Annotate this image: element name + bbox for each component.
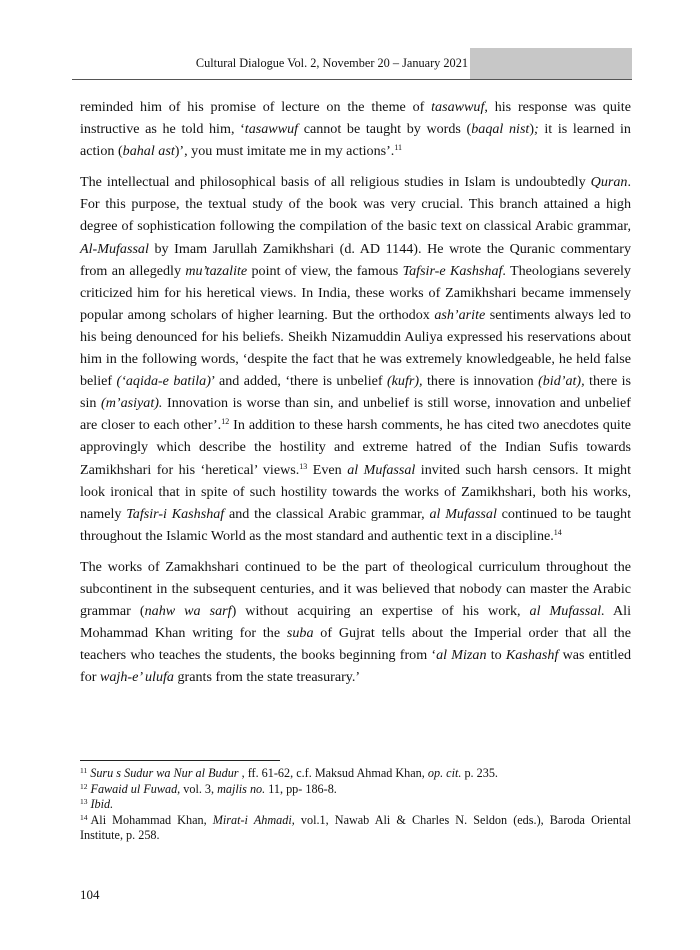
header-rule	[72, 79, 632, 80]
italic-text: Al-Mufassal	[80, 240, 149, 257]
text-run: Ali Mohammad Khan,	[90, 812, 213, 827]
footnote	[80, 782, 631, 798]
text-run: was entitled for	[80, 647, 631, 686]
footnote-marker: 13	[299, 461, 308, 471]
footnote-separator	[80, 760, 280, 761]
footnote-marker: 14	[80, 812, 88, 822]
text-run: Innovation is worse than sin, and unbelief is still worse, innovation and unbelief are closer to each other’.	[80, 395, 631, 434]
text-run: The intellectual and philosophical basis of all religious studies in Islam is undoubtedly	[80, 174, 591, 191]
text-run: In addition to these harsh comments, he has cited two anecdotes quite approvingly which describe the hostility and extreme hatred of the Indian Sufis towards Zamikhshari for his ‘heretical’ views.	[80, 417, 631, 478]
text-run: )’, you must imitate me in my actions’.	[174, 143, 395, 160]
text-run: of Gujrat tells about the Imperial order that all the teachers who teaches the students, the books beginning from ‘	[80, 625, 631, 664]
text-run: p. 235.	[461, 766, 498, 780]
paragraph	[80, 96, 631, 162]
text-run: , ff. 61-62, c.f. Maksud Ahmad Khan,	[238, 766, 428, 780]
text-run: Ali Mohammad Khan writing for the	[80, 603, 631, 642]
italic-text: Ibid.	[90, 797, 114, 812]
text-run: vol.1, Nawab Ali & Charles N. Seldon (eds.), Baroda Oriental Institute, p. 258.	[80, 812, 632, 843]
text-run: cannot be taught by words (	[298, 121, 472, 138]
footnote-marker: 11	[80, 766, 88, 775]
italic-text: al Mufassal	[429, 505, 497, 522]
italic-text: op. cit.	[427, 766, 462, 780]
italic-text: tasawwuf	[431, 99, 485, 115]
header-shaded-box	[470, 48, 632, 79]
italic-text: al Mufassal.	[529, 603, 605, 620]
text-run: there is sin	[80, 373, 632, 412]
italic-text: (bid’at),	[538, 373, 585, 390]
text-run: , his response was quite instructive as he told him, ‘	[80, 99, 631, 138]
text-run: . For this purpose, the textual study of the book was very crucial. This branch attained a high degree of sophistication following the compilation of the basic text on classical Arabic grammar,	[80, 174, 631, 235]
italic-text: nahw wa sarf	[144, 603, 232, 620]
text-run: , vol. 3,	[177, 781, 218, 796]
footnote	[80, 813, 631, 844]
italic-text: majlis no.	[217, 781, 266, 796]
text-run: The works of Zamakhshari continued to be the part of theological curriculum throughout the subcontinent in the subsequent centuries, and it was believed that nobody can master the Arabic grammar (	[80, 558, 631, 620]
text-run: to	[486, 647, 506, 664]
italic-text: al Mizan	[436, 647, 487, 664]
body-text	[80, 96, 631, 697]
footnotes	[80, 766, 631, 844]
italic-text: Mirat-i Ahmadi,	[212, 812, 295, 827]
italic-text: suba	[286, 625, 314, 642]
footnote-marker: 11	[394, 143, 403, 153]
running-header	[72, 48, 632, 80]
footnote	[80, 797, 631, 813]
italic-text: (m’asiyat).	[101, 395, 163, 412]
text-run: ) without acquiring an expertise of his work,	[231, 603, 530, 620]
text-run: Even	[307, 461, 348, 478]
text-run: sentiments always led to his being denounced for his beliefs. Sheikh Nizamuddin Auliya expressed his reservations about him in the following words, ‘despite the fact that he was extremely knowledgeable, he held false belief	[80, 306, 631, 390]
footnote-marker: 14	[553, 527, 562, 537]
italic-text: baqal nist	[471, 121, 530, 138]
italic-text: Suru s Sudur wa Nur al Budur	[90, 766, 239, 780]
italic-text: Tafsir-e Kashshaf	[402, 262, 503, 279]
italic-text: Tafsir-i Kashshaf	[126, 505, 225, 522]
text-run: it is learned in action (	[80, 121, 631, 160]
running-title: Cultural Dialogue Vol. 2, November 20 – January 2021	[195, 56, 468, 70]
italic-text: ash’arite	[434, 306, 486, 323]
footnote-marker: 12	[221, 417, 230, 427]
paragraph	[80, 556, 631, 689]
footnote-marker: 13	[80, 797, 88, 807]
italic-text: al Mufassal	[347, 461, 416, 478]
text-run: grants from the state treasurary.’	[173, 669, 361, 686]
text-run: invited such harsh censors. It might look ironical that in spite of such hostility towards the works of Zamikhshari, both his works, namely	[80, 461, 631, 522]
text-run: point of view, the famous	[247, 262, 403, 279]
italic-text: wajh-e’ ulufa	[99, 669, 174, 686]
italic-text: Kashashf	[505, 647, 559, 664]
text-run: and the classical Arabic grammar,	[224, 505, 430, 522]
text-run: continued to be taught throughout the Islamic World as the most standard and authentic text in a discipline.	[80, 505, 631, 544]
text-run: reminded him of his promise of lecture on the theme of	[80, 99, 432, 115]
text-run: there is innovation	[422, 373, 539, 390]
page-number: 104	[80, 887, 100, 902]
italic-text: ;	[534, 121, 539, 138]
italic-text: Quran	[590, 174, 628, 191]
paragraph	[80, 171, 631, 547]
text-run: . Theologians severely criticized him for his heretical views. In India, these works of Zamikhshari became immensely popular among scholars of higher learning. But the orthodox	[80, 262, 631, 323]
italic-text: (kufr),	[386, 373, 423, 390]
italic-text: mu’tazalite	[185, 262, 248, 279]
footnote-marker: 12	[80, 781, 88, 791]
text-run: by Imam Jarullah Zamikhshari (d. AD 1144). He wrote the Quranic commentary from an allegedly	[80, 240, 631, 279]
italic-text: tasawwuf	[244, 121, 299, 138]
italic-text: Fawaid ul Fuwad	[90, 781, 178, 796]
footnote	[80, 766, 631, 782]
italic-text: bahal ast	[122, 143, 175, 160]
text-run: 11, pp- 186-8.	[265, 781, 337, 796]
italic-text: (‘aqida-e batila)	[116, 373, 211, 390]
text-run: ’ and added, ‘there is unbelief	[210, 373, 387, 390]
text-run: )	[529, 121, 535, 138]
